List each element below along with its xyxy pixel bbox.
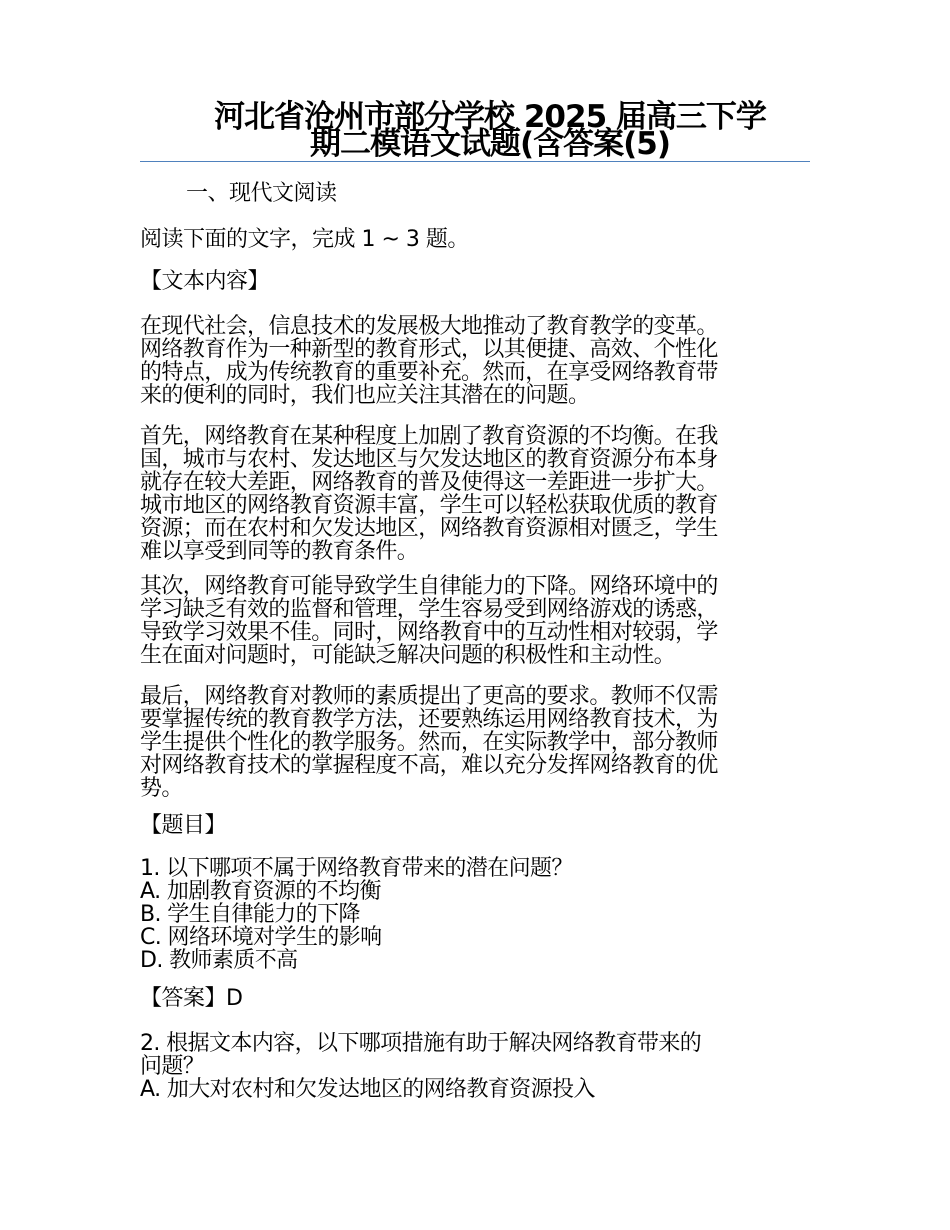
answer-1: 【答案】D xyxy=(140,986,243,1011)
paragraph-line: 生在面对问题时，可能缺乏解决问题的积极性和主动性。 xyxy=(140,643,676,668)
paragraph-line: 最后，网络教育对教师的素质提出了更高的要求。教师不仅需 xyxy=(140,684,718,709)
paragraph-line: 资源；而在农村和欠发达地区，网络教育资源相对匮乏，学生 xyxy=(140,516,718,541)
text-content-label: 【文本内容】 xyxy=(140,269,270,294)
question-1-option-d: D. 教师素质不高 xyxy=(140,948,298,973)
paragraph-line: 学习缺乏有效的监督和管理，学生容易受到网络游戏的诱惑， xyxy=(140,597,718,622)
paragraph-line: 在现代社会，信息技术的发展极大地推动了教育教学的变革。 xyxy=(140,314,718,339)
paragraph-line: 要掌握传统的教育教学方法，还要熟练运用网络教育技术，为 xyxy=(140,707,718,732)
title-divider xyxy=(140,161,810,162)
paragraph-line: 国，城市与农村、发达地区与欠发达地区的教育资源分布本身 xyxy=(140,447,718,472)
document-title xyxy=(140,99,810,162)
question-2-option-a: A. 加大对农村和欠发达地区的网络教育资源投入 xyxy=(140,1077,595,1102)
paragraph-line: 难以享受到同等的教育条件。 xyxy=(140,539,419,564)
question-1-option-a: A. 加剧教育资源的不均衡 xyxy=(140,879,381,904)
question-1-stem: 1. 以下哪项不属于网络教育带来的潜在问题？ xyxy=(140,856,573,881)
question-2 xyxy=(140,1032,812,1101)
title-line-1: 河北省沧州市部分学校 2025 届高三下学 xyxy=(214,99,766,135)
reading-instruction: 阅读下面的文字，完成 1 ~ 3 题。 xyxy=(140,227,469,252)
question-2-stem: 2. 根据文本内容，以下哪项措施有助于解决网络教育带来的 xyxy=(140,1031,702,1056)
paragraph-4 xyxy=(140,685,812,800)
paragraph-1 xyxy=(140,315,812,407)
paragraph-line: 首先，网络教育在某种程度上加剧了教育资源的不均衡。在我 xyxy=(140,424,718,449)
paragraph-line: 就存在较大差距，网络教育的普及使得这一差距进一步扩大。 xyxy=(140,470,718,495)
question-2-stem-cont: 问题？ xyxy=(140,1054,205,1079)
paragraph-line: 对网络教育技术的掌握程度不高，难以充分发挥网络教育的优 xyxy=(140,753,718,778)
paragraph-line: 来的便利的同时，我们也应关注其潜在的问题。 xyxy=(140,383,590,408)
section-heading: 一、现代文阅读 xyxy=(186,181,337,206)
paragraph-2 xyxy=(140,425,812,563)
question-label: 【题目】 xyxy=(140,813,227,838)
paragraph-line: 城市地区的网络教育资源丰富，学生可以轻松获取优质的教育 xyxy=(140,493,718,518)
paragraph-line: 学生提供个性化的教学服务。然而，在实际教学中，部分教师 xyxy=(140,730,718,755)
question-1-option-c: C. 网络环境对学生的影响 xyxy=(140,925,382,950)
paragraph-line: 导致学习效果不佳。同时，网络教育中的互动性相对较弱，学 xyxy=(140,620,718,645)
paragraph-line: 其次，网络教育可能导致学生自律能力的下降。网络环境中的 xyxy=(140,574,718,599)
paragraph-line: 网络教育作为一种新型的教育形式，以其便捷、高效、个性化 xyxy=(140,337,718,362)
question-1-option-b: B. 学生自律能力的下降 xyxy=(140,902,360,927)
paragraph-line: 势。 xyxy=(140,776,183,801)
question-1 xyxy=(140,857,812,972)
paragraph-3 xyxy=(140,575,812,667)
title-line-2: 期二模语文试题(含答案(5) xyxy=(309,126,671,162)
paragraph-line: 的特点，成为传统教育的重要补充。然而，在享受网络教育带 xyxy=(140,360,718,385)
